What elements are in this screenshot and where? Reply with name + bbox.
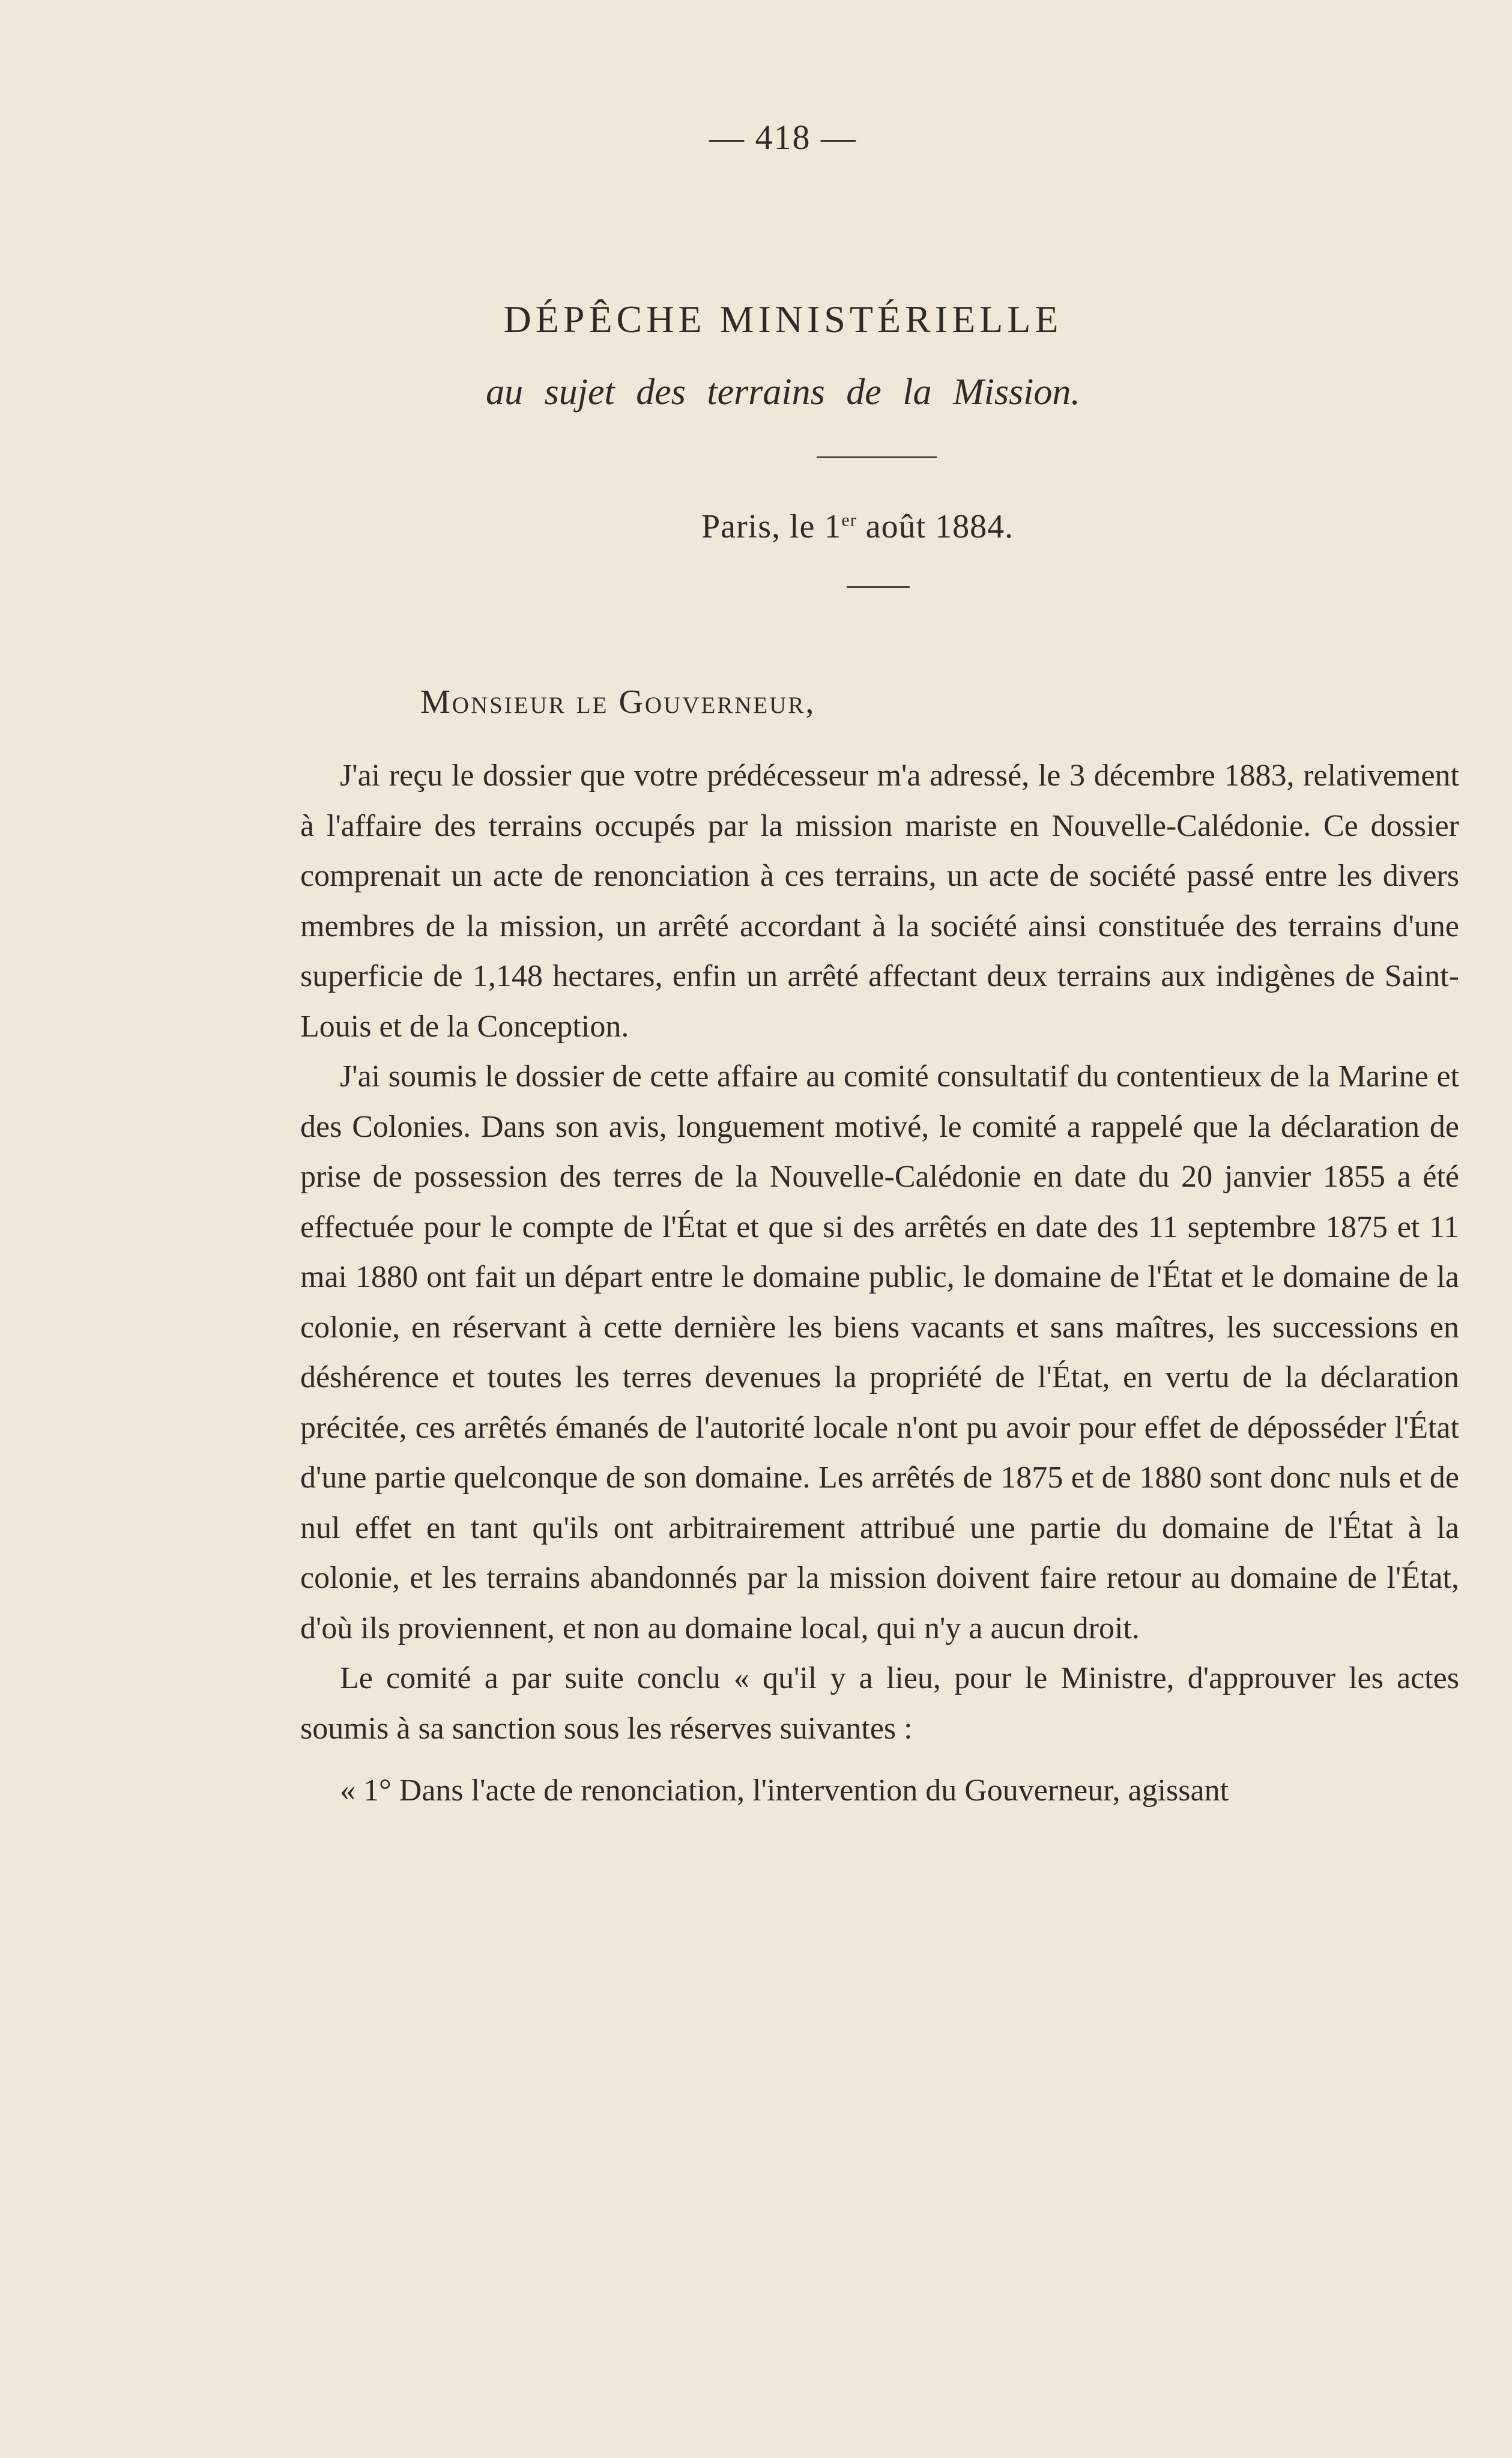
paragraph: J'ai soumis le dossier de cette affaire au comité consultatif du contentieux de la Marine et des Colonies. Dans son avis, longuement motivé, le comité a rappelé que la déclaration de prise de possession des terres de la Nouvelle-Calédonie en date du 20 janvier 1855 a été effectuée pour le compte de l'État et que si des arrêtés en date des 11 septembre 1875 et 11 mai 1880 ont fait un départ entre le domaine public, le domaine de l'État et le domaine de la colonie, en réservant à cette dernière les biens vacants et sans maîtres, les successions en déshérence et toutes les terres devenues la propriété de l'État, en vertu de la déclaration précitée, ces arrêtés émanés de l'autorité locale n'ont pu avoir pour effet de déposséder l'État d'une partie quelconque de son domaine. Les arrêtés de 1875 et de 1880 sont donc nuls et de nul effet en tant qu'ils ont arbitrairement attribué une partie du domaine de l'État à la colonie, et les terrains abandonnés par la mission doivent faire retour au domaine de l'État, d'où ils proviennent, et non au domaine local, qui n'y a aucun droit. — [300, 1059, 1459, 1645]
page-number: — 418 — — [709, 118, 857, 157]
paragraph: J'ai reçu le dossier que votre prédécesseur m'a adressé, le 3 décembre 1883, relativement à l'affaire des terrains occupés par la mission mariste en Nouvelle-Calédonie. Ce dossier comprenait un acte de renonciation à ces terrains, un acte de société passé entre les divers membres de la mission, un arrêté accordant à la société ainsi constituée des terrains d'une superficie de 1,148 hectares, enfin un arrêté affectant deux terrains aux indigènes de Saint-Louis et de la Conception. — [300, 758, 1459, 1044]
paragraph: « 1° Dans l'acte de renonciation, l'intervention du Gouverneur, agissant — [340, 1773, 1229, 1808]
dateline-place: Paris, le 1 — [701, 508, 842, 545]
separator-rule — [817, 456, 937, 458]
dateline-date: août 1884. — [856, 508, 1014, 545]
body-text — [300, 751, 1459, 1816]
page-title: DÉPÊCHE MINISTÉRIELLE — [503, 298, 1063, 341]
salutation: Monsieur le Gouverneur, — [420, 683, 816, 721]
separator-rule — [847, 586, 910, 588]
page-subtitle: au sujet des terrains de la Mission. — [486, 372, 1080, 413]
dateline-superscript: er — [841, 510, 857, 530]
dateline — [701, 507, 1014, 546]
paragraph: Le comité a par suite conclu « qu'il y a lieu, pour le Ministre, d'approuver les actes soumis à sa sanction sous les réserves suivantes : — [300, 1661, 1459, 1746]
